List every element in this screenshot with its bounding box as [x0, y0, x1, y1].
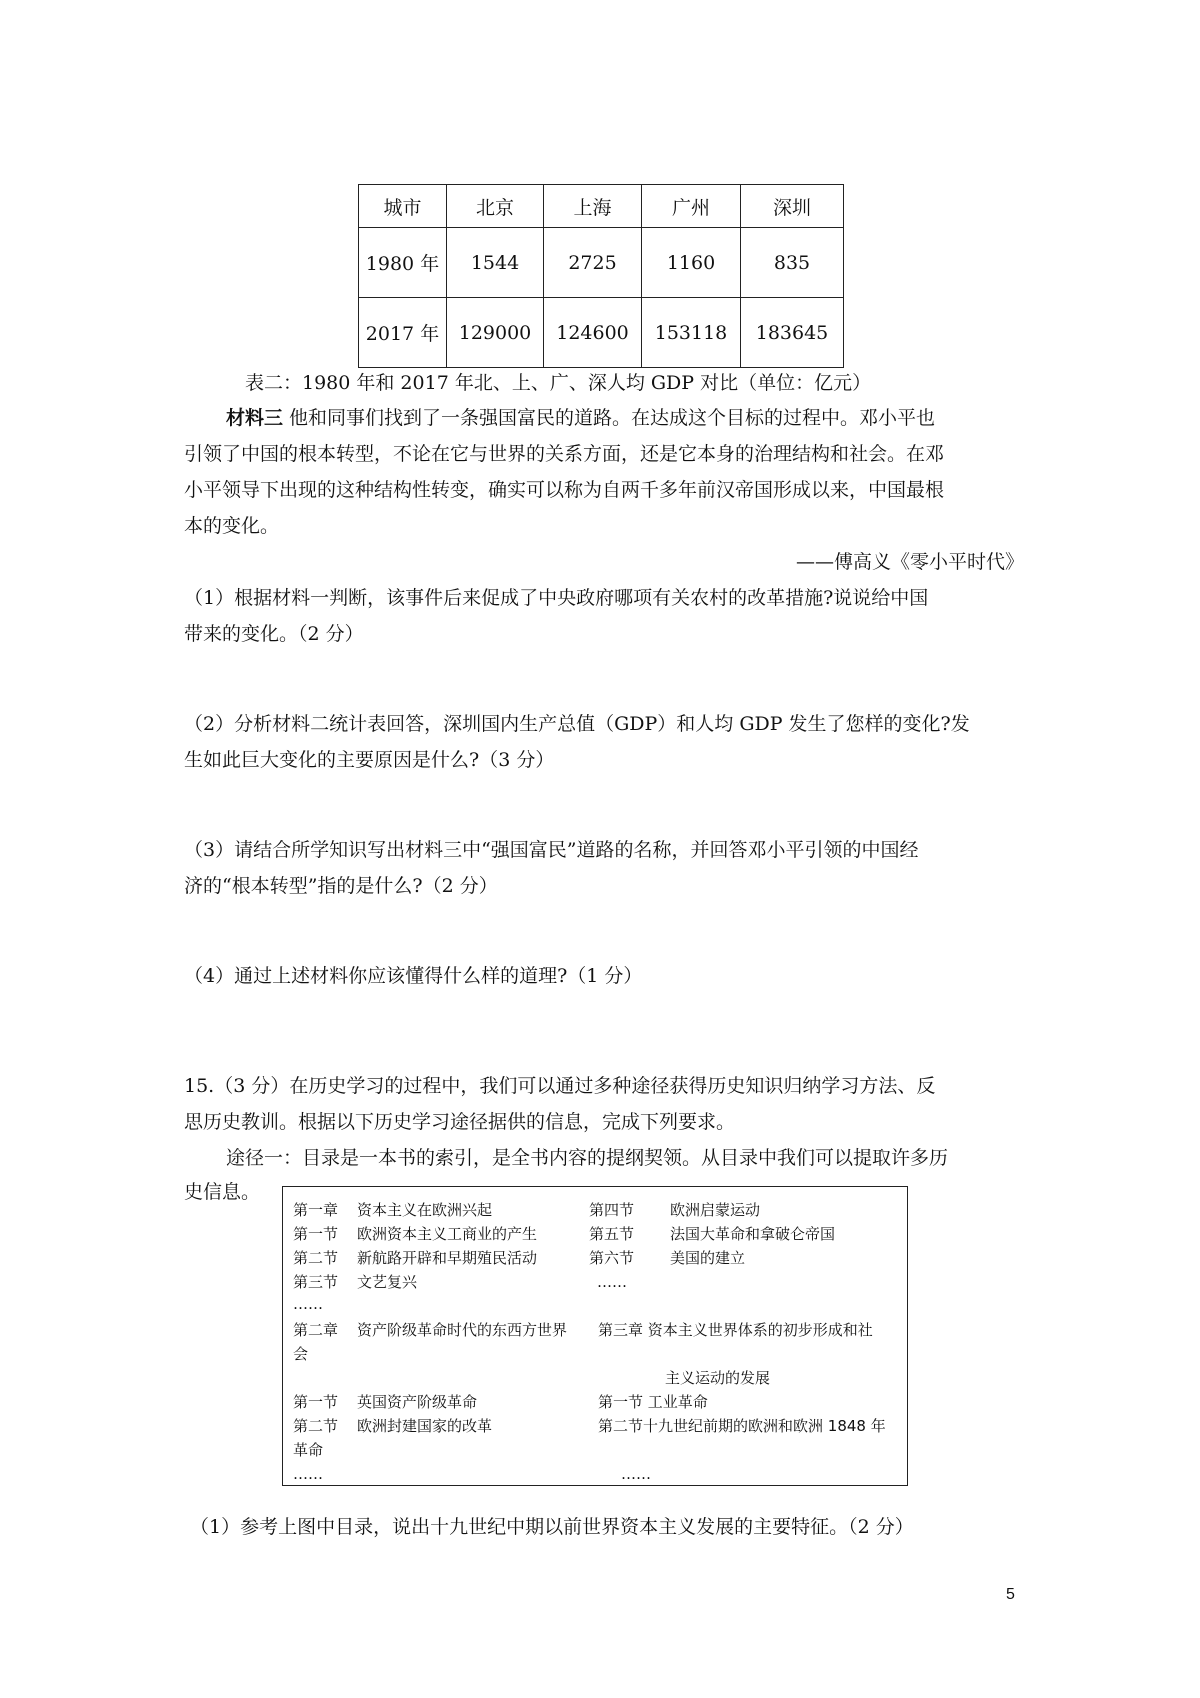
toc-chapter: 第二章 [293, 1321, 339, 1339]
toc-section: 第二节 [293, 1417, 339, 1435]
table-header-cell: 广州 [642, 185, 741, 228]
question-15: 15.（3 分）在历史学习的过程中，我们可以通过多种途径获得历史知识归纳学习方法、反 [184, 1075, 936, 1097]
table-cell: 1980 年 [359, 228, 447, 298]
table-header-cell: 深圳 [741, 185, 844, 228]
path-1-text: 途径一：目录是一本书的索引，是全书内容的提纲契领。从目录中我们可以提取许多历 [226, 1147, 949, 1169]
toc-section: 第六节 [589, 1249, 635, 1267]
table-cell: 1160 [642, 228, 741, 298]
table-caption: 表二：1980 年和 2017 年北、上、广、深人均 GDP 对比（单位：亿元） [245, 372, 872, 394]
material3-line-3: 小平领导下出现的这种结构性转变，确实可以称为自两千多年前汉帝国形成以来，中国最根 [184, 479, 945, 501]
material3-label: 材料三 [226, 407, 284, 429]
toc-section: 第二节十九世纪前期的欧洲和欧洲 1848 年 [598, 1417, 886, 1435]
material3-source: ——傅高义《零小平时代》 [796, 551, 1025, 573]
toc-title: 资本主义在欧洲兴起 [357, 1201, 493, 1219]
toc-chapter: 第一章 [293, 1201, 339, 1219]
table-header-cell: 北京 [447, 185, 544, 228]
question-4: （4）通过上述材料你应该懂得什么样的道理?（1 分） [184, 965, 643, 987]
question-2-cont: 生如此巨大变化的主要原因是什么?（3 分） [184, 749, 555, 771]
page-number: 5 [1006, 1586, 1015, 1603]
toc-title-cont: 革命 [293, 1441, 324, 1459]
toc-section: 第一节 工业革命 [598, 1393, 708, 1411]
toc-title: 欧洲资本主义工商业的产生 [357, 1225, 538, 1243]
table-cell: 124600 [544, 298, 642, 368]
toc-section: 第三节 [293, 1273, 339, 1291]
toc-title: 欧洲封建国家的改革 [357, 1417, 493, 1435]
question-15-cont: 思历史教训。根据以下历史学习途径据供的信息，完成下列要求。 [184, 1111, 736, 1133]
material3-line-1 [226, 400, 935, 436]
toc-section: 第一节 [293, 1393, 339, 1411]
toc-section: 第二节 [293, 1249, 339, 1267]
toc-section: 第五节 [589, 1225, 635, 1243]
toc-ellipsis: …… [597, 1273, 627, 1291]
table-cell: 183645 [741, 298, 844, 368]
material3-text: 他和同事们找到了一条强国富民的道路。在达成这个目标的过程中。邓小平也 [283, 407, 936, 429]
toc-section: 第一节 [293, 1225, 339, 1243]
table-cell: 153118 [642, 298, 741, 368]
toc-title: 法国大革命和拿破仑帝国 [670, 1225, 836, 1243]
toc-title: 美国的建立 [670, 1249, 746, 1267]
table-cell: 2017 年 [359, 298, 447, 368]
path-1-text-cont: 史信息。 [184, 1181, 261, 1203]
toc-section: 第四节 [589, 1201, 635, 1219]
toc-title: 新航路开辟和早期殖民活动 [357, 1249, 538, 1267]
table-row [359, 228, 844, 298]
question-1-cont: 带来的变化。（2 分） [184, 623, 364, 645]
table-cell: 129000 [447, 298, 544, 368]
table-header-cell: 上海 [544, 185, 642, 228]
toc-title-cont: 会 [293, 1345, 309, 1363]
toc-title: 资产阶级革命时代的东西方世界 [357, 1321, 568, 1339]
material3-line-2: 引领了中国的根本转型，不论在它与世界的关系方面，还是它本身的治理结构和社会。在邓 [184, 443, 945, 465]
toc-ellipsis: …… [293, 1295, 323, 1313]
toc-title: 欧洲启蒙运动 [670, 1201, 761, 1219]
table-of-contents-box [282, 1186, 908, 1486]
table-cell: 2725 [544, 228, 642, 298]
toc-ellipsis: …… [293, 1465, 323, 1483]
table-cell: 835 [741, 228, 844, 298]
table-header-cell: 城市 [359, 185, 447, 228]
gdp-table [358, 184, 844, 368]
toc-ellipsis: …… [621, 1465, 651, 1483]
question-15-1: （1）参考上图中目录，说出十九世纪中期以前世界资本主义发展的主要特征。（2 分） [190, 1516, 914, 1538]
toc-chapter: 第三章 资本主义世界体系的初步形成和社 [598, 1321, 873, 1339]
table-row [359, 298, 844, 368]
material3-line-4: 本的变化。 [184, 515, 280, 537]
question-3: （3）请结合所学知识写出材料三中“强国富民”道路的名称，并回答邓小平引领的中国经 [184, 839, 919, 861]
question-1: （1）根据材料一判断，该事件后来促成了中央政府哪项有关农村的改革措施?说说给中国 [184, 587, 929, 609]
table-header-row [359, 185, 844, 228]
toc-title: 英国资产阶级革命 [357, 1393, 478, 1411]
toc-title: 文艺复兴 [357, 1273, 418, 1291]
table-cell: 1544 [447, 228, 544, 298]
toc-title-cont: 主义运动的发展 [665, 1369, 771, 1387]
question-3-cont: 济的“根本转型”指的是什么?（2 分） [184, 875, 498, 897]
question-2: （2）分析材料二统计表回答，深圳国内生产总值（GDP）和人均 GDP 发生了您样的变化?发 [184, 713, 970, 735]
